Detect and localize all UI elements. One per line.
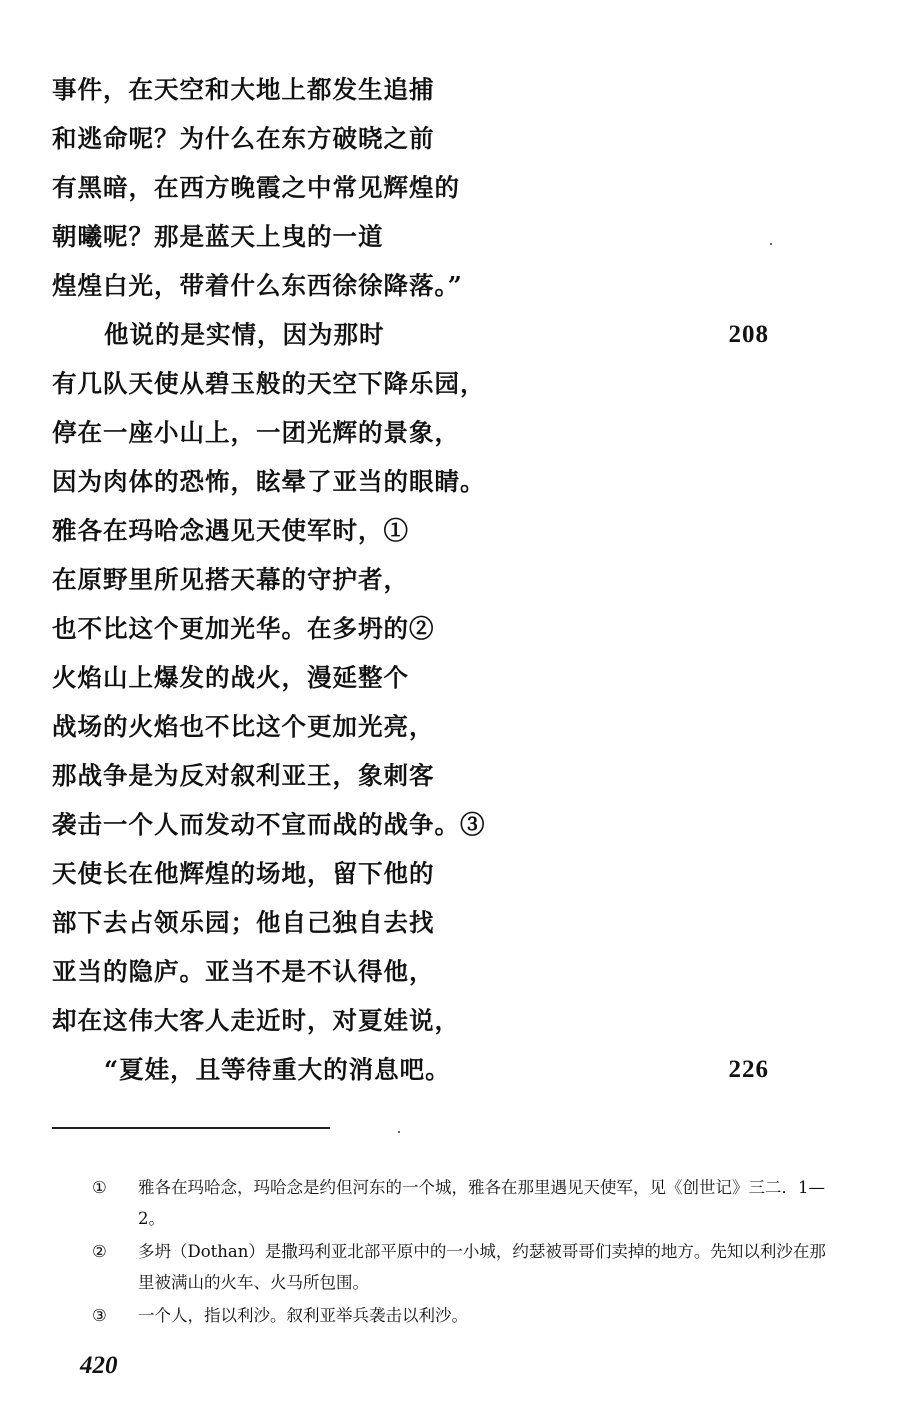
poem-line-text: 他说的是实情，因为那时	[104, 320, 385, 349]
footnote-text: 一个人，指以利沙。叙利亚举兵袭击以利沙。	[138, 1306, 468, 1325]
poem-line-text: 雅各在玛哈念遇见天使军时，①	[52, 516, 409, 545]
poem-line-text: 部下去占领乐园；他自己独自去找	[52, 908, 435, 937]
poem-line-text: 那战争是为反对叙利亚王，象刺客	[52, 761, 435, 790]
poem-line-text: 天使长在他辉煌的场地，留下他的	[52, 859, 435, 888]
scan-speck	[398, 1131, 400, 1133]
poem-line	[52, 364, 852, 413]
poem-line-text: 却在这伟大客人走近时，对夏娃说，	[52, 1006, 460, 1035]
poem-line	[52, 70, 852, 119]
footnote-mark: ②	[92, 1242, 107, 1261]
poem-line	[52, 266, 852, 315]
scan-speck	[770, 243, 772, 245]
poem-line-text: 火焰山上爆发的战火，漫延整个	[52, 663, 409, 692]
poem-line-text: 停在一座小山上，一团光辉的景象，	[52, 418, 460, 447]
footnotes	[92, 1172, 832, 1333]
poem-text	[52, 70, 852, 1099]
poem-line	[52, 756, 852, 805]
poem-line-text: “夏娃，且等待重大的消息吧。	[104, 1055, 451, 1084]
poem-line-text: 也不比这个更加光华。在多坍的②	[52, 614, 435, 643]
footnote	[92, 1172, 832, 1234]
line-number: 208	[728, 321, 769, 348]
poem-line	[52, 315, 852, 364]
footnote-text: 多坍（Dothan）是撒玛利亚北部平原中的一小城，约瑟被哥哥们卖掉的地方。先知以利沙在那里被满山的火车、火马所包围。	[138, 1242, 826, 1292]
poem-line-text: 煌煌白光，带着什么东西徐徐降落。”	[52, 271, 463, 300]
footnote	[92, 1300, 832, 1331]
footnote-mark: ③	[92, 1306, 107, 1325]
poem-line-text: 朝曦呢？那是蓝天上曳的一道	[52, 222, 384, 251]
poem-line-text: 战场的火焰也不比这个更加光亮，	[52, 712, 435, 741]
poem-line-text: 和逃命呢？为什么在东方破晓之前	[52, 124, 435, 153]
footnote-divider	[52, 1127, 330, 1129]
poem-line	[52, 462, 852, 511]
poem-line	[52, 413, 852, 462]
page-number: 420	[80, 1352, 118, 1379]
poem-line	[52, 1001, 852, 1050]
poem-line	[52, 217, 852, 266]
poem-line	[52, 168, 852, 217]
poem-line-text: 亚当的隐庐。亚当不是不认得他，	[52, 957, 435, 986]
poem-line-text: 因为肉体的恐怖，眩晕了亚当的眼睛。	[52, 467, 486, 496]
poem-line	[52, 952, 852, 1001]
poem-line	[52, 560, 852, 609]
poem-line	[52, 707, 852, 756]
poem-line-text: 袭击一个人而发动不宣而战的战争。③	[52, 810, 486, 839]
poem-line	[52, 854, 852, 903]
footnote-text: 雅各在玛哈念，玛哈念是约但河东的一个城，雅各在那里遇见天使军，见《创世记》三二．1—2。	[138, 1178, 825, 1228]
line-number: 226	[728, 1056, 769, 1083]
poem-line-text: 有几队天使从碧玉般的天空下降乐园，	[52, 369, 486, 398]
poem-line	[52, 511, 852, 560]
poem-line	[52, 609, 852, 658]
poem-line	[52, 658, 852, 707]
poem-line-text: 在原野里所见搭天幕的守护者，	[52, 565, 409, 594]
footnote	[92, 1236, 832, 1298]
poem-line	[52, 119, 852, 168]
footnote-mark: ①	[92, 1178, 107, 1197]
poem-line-text: 事件，在天空和大地上都发生追捕	[52, 75, 435, 104]
poem-line	[52, 903, 852, 952]
poem-line	[52, 805, 852, 854]
poem-line-text: 有黑暗，在西方晚霞之中常见辉煌的	[52, 173, 460, 202]
poem-line	[52, 1050, 852, 1099]
